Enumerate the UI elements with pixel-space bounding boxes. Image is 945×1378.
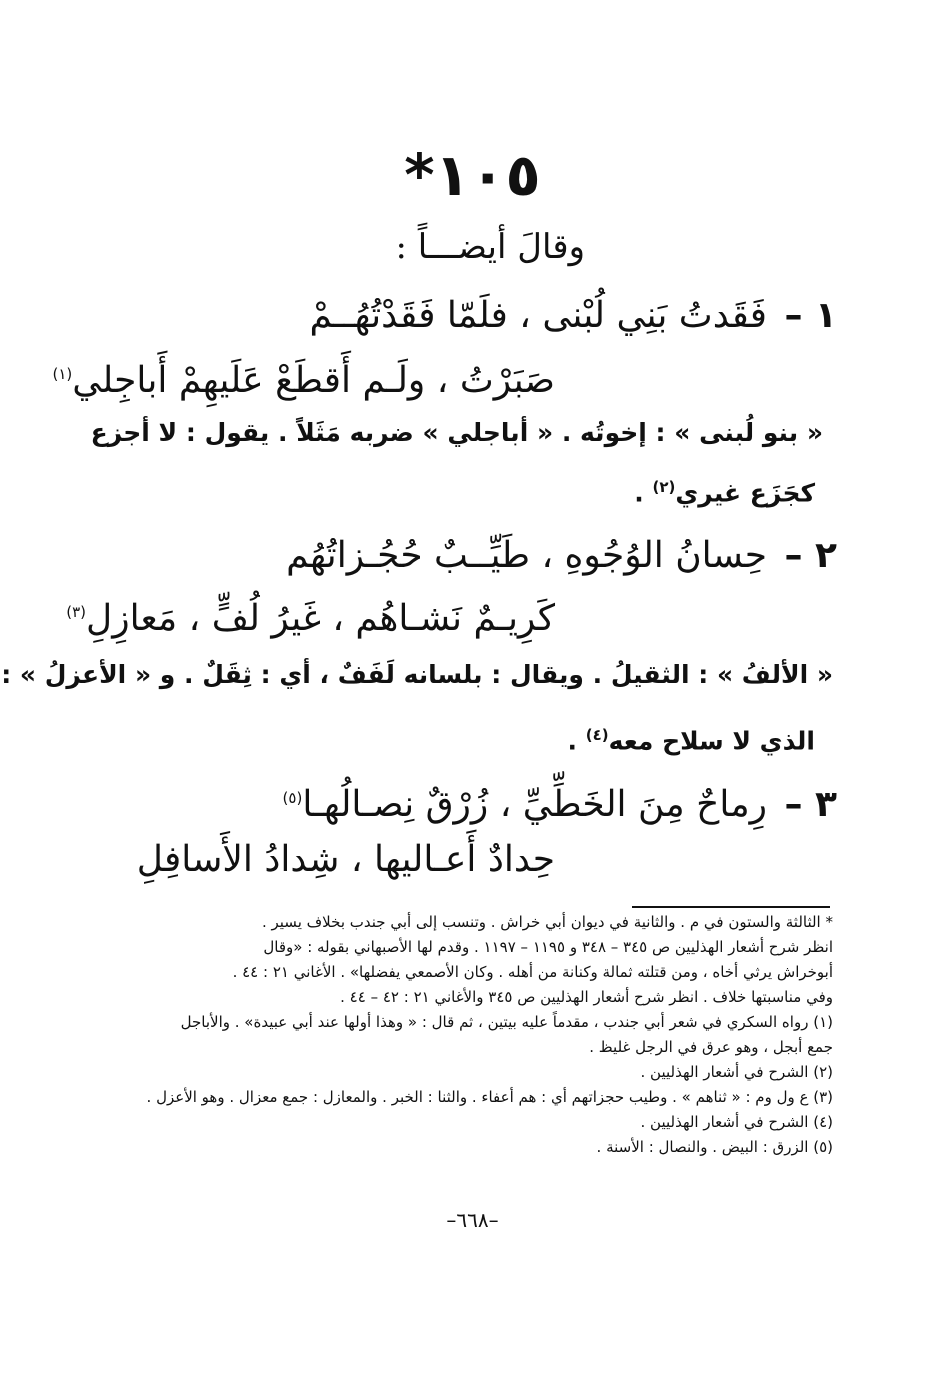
verse-number: ١ – <box>784 295 837 336</box>
footnote-line: * الثالثة والستون في م . والثانية في ديوان أبي خراش . وتنسب إلى أبي جندب بخلاف يسير . <box>261 913 833 931</box>
footnote-line: انظر شرح أشعار الهذليين ص ٣٤٥ – ٣٤٨ و ١١٩٥ – ١١٩٧ . وقدم لها الأصبهاني بقوله : «وقال <box>263 938 833 956</box>
verse-1-first-hemistich <box>309 288 837 344</box>
verse-3-first-hemistich <box>283 770 837 833</box>
verse-2-second-hemistich <box>66 584 555 647</box>
verse-text: كَرِيـمٌ نَشـاهُم ، غَيرُ لُفٍّ ، مَعازِلِ <box>86 598 555 639</box>
commentary-end: . <box>634 478 644 508</box>
footnote-line: جمع أبجل ، وهو عرق في الرجل غليظ . <box>589 1038 833 1056</box>
footnote-line: (٢) الشرح في أشعار الهذليين . <box>640 1063 833 1081</box>
footnote-line: أبوخراش يرثي أخاه ، ومن قتلته ثمالة وكنانة من أهله . وكان الأصمعي يفضلها» . الأغاني ٢١ : ٤٤ . <box>232 963 833 981</box>
commentary-2-line-2 <box>568 716 815 760</box>
footnote-divider <box>632 906 830 908</box>
footnotes <box>108 910 833 1160</box>
verse-1-second-hemistich <box>52 346 555 409</box>
verse-2-first-hemistich <box>286 528 837 584</box>
verse-text: صَبَرْتُ ، ولَـم أَقطَعْ عَلَيهِمْ أَباجِلي <box>72 360 555 401</box>
commentary-text: الذي لا سلاح معه <box>608 726 815 756</box>
footnote-line: (٥) الزرق : البيض . والنصال : الأسنة . <box>596 1138 833 1156</box>
verse-3-second-hemistich <box>137 832 555 888</box>
verse-text: حِسانُ الوُجُوهِ ، طَيِّــبٌ حُجُـزاتُهُم <box>286 535 768 576</box>
verse-number: ٢ – <box>784 535 837 576</box>
footnote-ref: (٢) <box>652 478 676 496</box>
footnote-line: (١) رواه السكري في شعر أبي جندب ، مقدماً عليه بيتين ، ثم قال : « وهذا أولها عند أبي عبيدة» . والأباجل <box>180 1013 833 1031</box>
commentary-2-line-1: « الألفُ » : الثقيلُ . ويقال : بلسانه لَفَفٌ ، أي : ثِقَلٌ . و « الأعزلُ » : <box>1 660 833 689</box>
poem-number: ١٠٥* <box>404 141 541 209</box>
footnote-ref: (٣) <box>66 603 87 621</box>
commentary-1-line-1: « بنو لُبنى » : إخوتُه . « أباجلي » ضربه مَثَلاً . يقول : لا أجزع <box>90 418 823 447</box>
footnote-line: (٤) الشرح في أشعار الهذليين . <box>640 1113 833 1131</box>
footnote-line: وفي مناسبتها خلاف . انظر شرح أشعار الهذليين ص ٣٤٥ والأغاني ٢١ : ٤٢ – ٤٤ . <box>340 988 833 1006</box>
verse-text: حِدادٌ أَعـاليها ، شِدادُ الأَسافِلِ <box>136 839 555 880</box>
page-number: –٦٦٨– <box>446 1208 499 1232</box>
verse-text: فَقَدتُ بَنِي لُبْنى ، فلَمّا فَقَدْتُهُــمْ <box>309 295 768 336</box>
verse-text: رِماحٌ مِنَ الخَطِّيِّ ، زُرْقٌ نِصـالُهـا <box>302 784 768 825</box>
commentary-end: . <box>567 726 578 756</box>
footnote-ref: (٥) <box>282 789 303 807</box>
footnote-ref: (٤) <box>585 726 609 744</box>
footnote-ref: (١) <box>52 365 73 383</box>
commentary-text: كجَزَع غيري <box>675 478 815 508</box>
verse-number: ٣ – <box>784 784 837 825</box>
poem-intro: وقالَ أيضـــاً : <box>395 227 585 267</box>
footnote-line: (٣) ع ول وم : « ثناهم » . وطيب حجزاتهم أي : هم أعفاء . والثنا : الخبر . والمعازل : جمع معزال . وهو الأعزل . <box>146 1088 833 1106</box>
commentary-1-line-2 <box>634 468 815 512</box>
